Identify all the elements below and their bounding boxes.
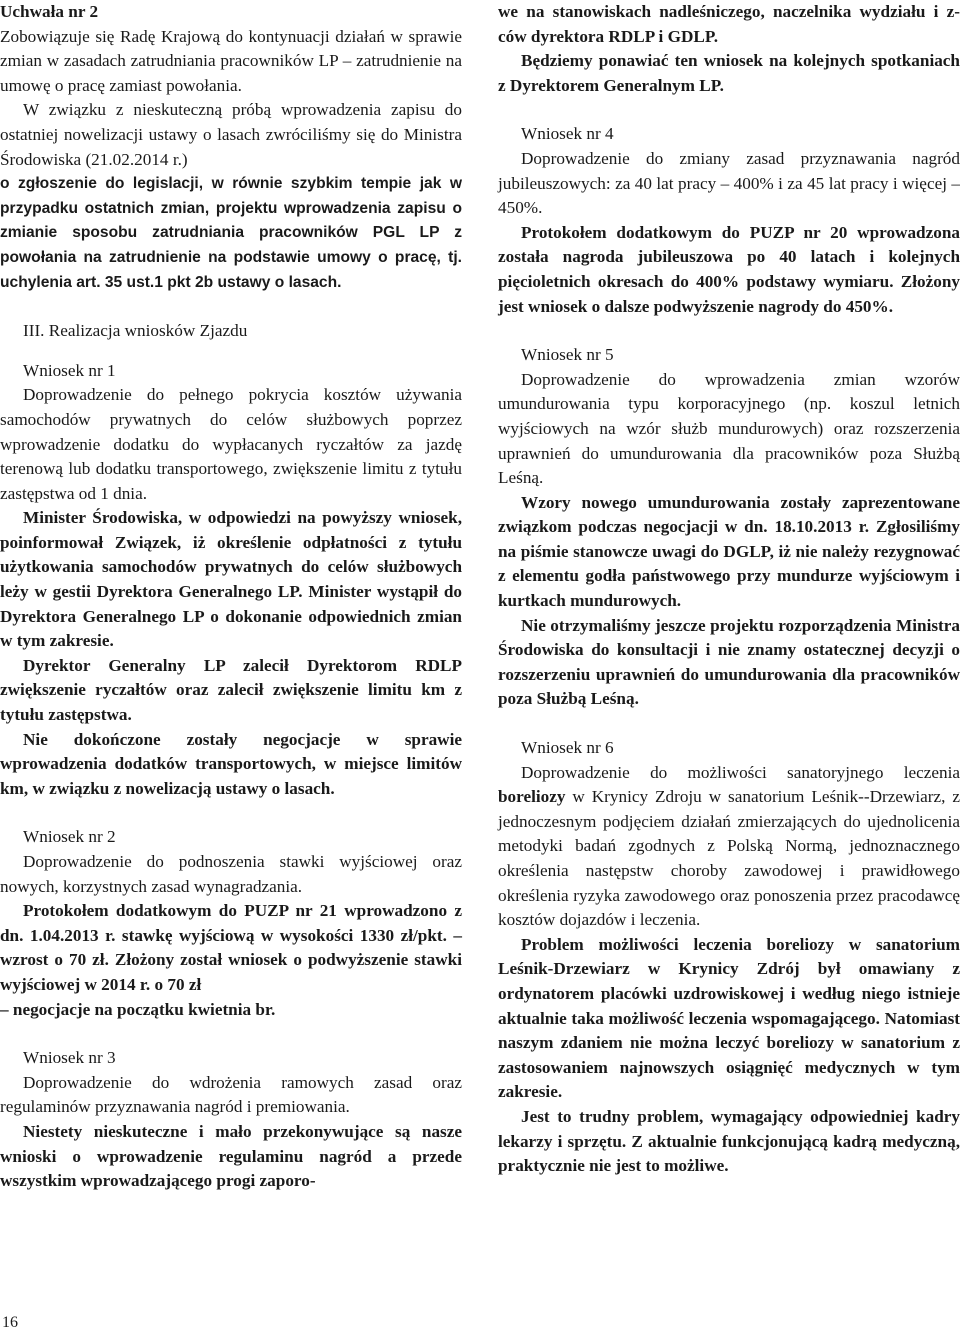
wniosek-6-title: Wniosek nr 6 — [521, 738, 614, 758]
wniosek-1-response-3: Nie dokończone zostały negocjacje w sprawie wprowadzenia dodatków transportowych, w miejsce limitów km, w związku z nowelizacją ustawy o lasach. — [0, 729, 462, 798]
wniosek-2-text: Doprowadzenie do podnoszenia stawki wyjściowej oraz nowych, korzystnych zasad wynagradzania. — [0, 852, 462, 896]
wniosek-5-response-2: Nie otrzymaliśmy jeszcze projektu rozporządzenia Ministra Środowiska do konsultacji i nie znamy ostatecznej decyzji o rozszerzeniu uprawnień do umundurowania dla pracowników poza Służbą Leśną. — [498, 615, 960, 709]
wniosek-6-text-c: w Krynicy Zdroju w sanatorium Leśnik--Drzewiarz, z jednoczesnym podjęciem działań zmierzających do ujednolicenia metodyki badań zgodnych z Polską Normą, jednoznacznego określenia następstw choroby zawodowej i prawidłowego określenia ryzyka zawodowego oraz ponoszenia przez pracodawcę kosztów dojazdów i leczenia. — [498, 787, 960, 930]
right-column — [498, 0, 960, 1179]
wniosek-3-title: Wniosek nr 3 — [23, 1048, 116, 1068]
wniosek-6-response-2: Jest to trudny problem, wymagający odpowiedniej kadry lekarzy i sprzętu. Z aktualnie funkcjonującą kadrą medyczną, praktycznie nie jest to możliwe. — [498, 1106, 960, 1176]
wniosek-1-text: Doprowadzenie do pełnego pokrycia kosztów używania samochodów prywatnych do celów służbowych poprzez wprowadzenie dodatku do wypłacanych ryczałtów za jazdę terenową lub dodatku transportowego, zwiększenie limitu z tytułu zastępstwa od 1 dnia. — [0, 385, 462, 503]
wniosek-2-response-b: – negocjacje na początku kwietnia br. — [0, 999, 276, 1019]
wniosek-3-text: Doprowadzenie do wdrożenia ramowych zasad oraz regulaminów przyznawania nagród i premiowania. — [0, 1072, 462, 1117]
uchwala-paragraph: W związku z nieskuteczną próbą wprowadzenia zapisu do ostatniej nowelizacji ustawy o lasach zwróciliśmy się do Ministra Środowiska (21.02.2014 r.) — [0, 100, 462, 169]
wniosek-6-text-a: Doprowadzenie do możliwości sanatoryjnego leczenia — [521, 762, 960, 782]
wniosek-4-title: Wniosek nr 4 — [521, 124, 614, 144]
section-title: III. Realizacja wniosków Zjazdu — [23, 321, 248, 341]
wniosek-3-response: Niestety nieskuteczne i mało przekonywujące są nasze wnioski o wprowadzenie regulaminu nagród a przede wszystkim wprowadzającego progi zaporo- — [0, 1121, 462, 1191]
wniosek-6-text — [498, 761, 960, 933]
continuation-text: we na stanowiskach nadleśniczego, naczelnika wydziału i z-ców dyrektora RDLP i GDLP. — [498, 2, 960, 46]
continuation-text-2: Będziemy ponawiać ten wniosek na kolejnych spotkaniach z Dyrektorem Generalnym LP. — [498, 51, 960, 95]
wniosek-1-response-2: Dyrektor Generalny LP zalecił Dyrektorom RDLP zwiększenie ryczałtów oraz zalecił zwiększenie limitu km z tytułu zastępstwa. — [0, 655, 462, 725]
wniosek-5-title: Wniosek nr 5 — [521, 345, 614, 365]
wniosek-2-title: Wniosek nr 2 — [23, 827, 116, 847]
wniosek-1-title: Wniosek nr 1 — [23, 360, 116, 380]
wniosek-6-text-bold: boreliozy — [498, 787, 566, 807]
wniosek-1-response: Minister Środowiska, w odpowiedzi na powyższy wniosek, poinformował Związek, iż określenie odpłatności z tytułu użytkowania samochodów prywatnych do celów służbowych leży w gestii Dyrektora Generalnego LP. Minister wystąpił do Dyrektora Generalnego LP o dokonanie odpowiednich zmian w tym zakresie. — [0, 508, 462, 651]
wniosek-5-response: Wzory nowego umundurowania zostały zaprezentowane związkom podczas negocjacji w dn. 18.10.2013 r. Zgłosiliśmy na piśmie stanowcze uwagi do DGLP, iż nie należy rezygnować z elementu godła państwowego przy mundurze wyjściowym i kurtkach mundurowych. — [498, 492, 960, 611]
uchwala-text: Zobowiązuje się Radę Krajową do kontynuacji działań w sprawie zmian w zasadach zatrudniania pracowników LP – zatrudnienie na umowę o pracę zamiast powołania. — [0, 26, 462, 95]
wniosek-4-response: Protokołem dodatkowym do PUZP nr 20 wprowadzona została nagroda jubileuszowa po 40 latach i kolejnych pięcioletnich okresach do 400% podstawy wymiaru. Złożony jest wniosek o dalsze podwyższenie nagrody do 450%. — [498, 222, 960, 316]
page-number: 16 — [2, 1314, 18, 1331]
left-column — [0, 0, 462, 1194]
wniosek-2-response: Protokołem dodatkowym do PUZP nr 21 wprowadzono z dn. 1.04.2013 r. stawkę wyjściową w wysokości 1330 zł/pkt. – wzrost o 70 zł. Złożony został wniosek o podwyższenie stawki wyjściowej w 2014 r. o 70 zł — [0, 901, 462, 994]
wniosek-5-text: Doprowadzenie do wprowadzenia zmian wzorów umundurowania typu korporacyjnego (np. koszul letnich wyjściowych na wzór służb mundurowych) oraz rozszerzenia uprawnień do umundurowania dla pracowników poza Służbą Leśną. — [498, 369, 960, 488]
wniosek-6-response: Problem możliwości leczenia boreliozy w sanatorium Leśnik-Drzewiarz w Krynicy Zdrój był omawiany z ordynatorem placówki uzdrowiskowej i według niego istnieje aktualnie taka możliwość leczenia wspomagającego. Natomiast naszym zdaniem nie można leczyć boreliozy w sanatorium z zastosowaniem najnowszych osiągnięć medycznych w tym zakresie. — [498, 934, 960, 1102]
uchwala-title: Uchwała nr 2 — [0, 2, 99, 21]
uchwala-paragraph-bold: o zgłoszenie do legislacji, w równie szybkim tempie jak w przypadku ostatnich zmian, projektu wprowadzenia zapisu o zmianie sposobu zatrudniania pracowników PGL LP z powołania na zatrudnienie na podstawie umowy o pracę, tj. uchylenia art. 35 ust.1 pkt 2b ustawy o lasach. — [0, 175, 462, 291]
wniosek-4-text: Doprowadzenie do zmiany zasad przyznawania nagród jubileuszowych: za 40 lat pracy – 400% i za 45 lat pracy i więcej – 450%. — [498, 148, 960, 218]
